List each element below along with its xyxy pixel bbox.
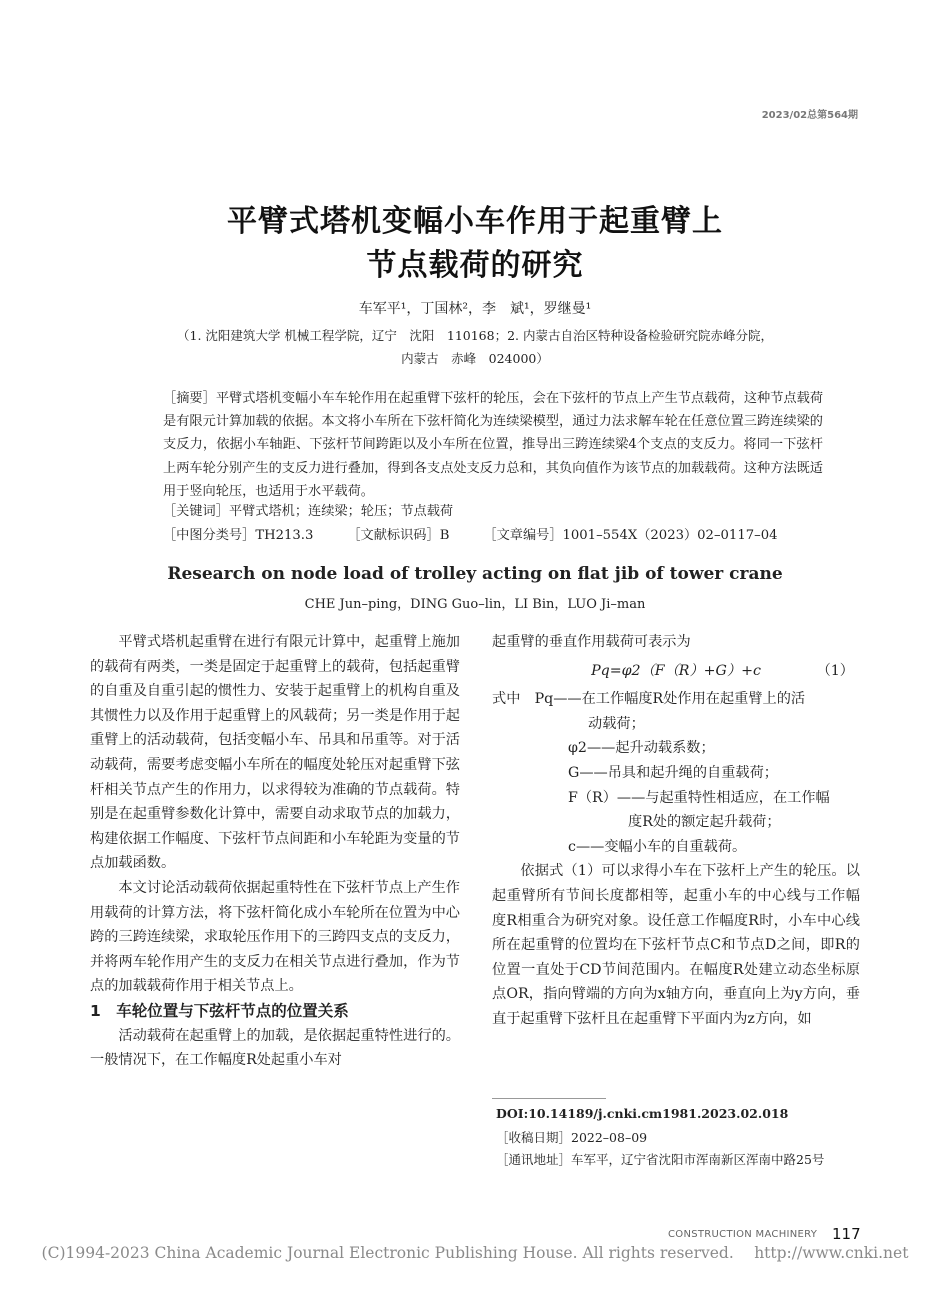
- title-line-1: 平臂式塔机变幅小车作用于起重臂上: [227, 204, 723, 239]
- right-paragraph-continued: 起重臂的垂直作用载荷可表示为: [492, 634, 691, 650]
- page-number: 117: [832, 1225, 861, 1243]
- affiliation: [130, 324, 820, 370]
- keywords: [163, 500, 453, 519]
- definition-3: G——吊具和起升绳的自重载荷；: [568, 764, 778, 781]
- journal-name: CONSTRUCTION MACHINERY: [668, 1229, 818, 1240]
- received-date: ［收稿日期］2022–08–09: [496, 1130, 648, 1145]
- english-authors: CHE Jun–ping，DING Guo–lin，LI Bin，LUO Ji–man: [304, 597, 646, 612]
- copyright-watermark: (C)1994-2023 China Academic Journal Electronic Publishing House. All rights reserved. http://www.cnki.net: [41, 1244, 909, 1262]
- issue-label: 2023/02总第564期: [761, 110, 858, 121]
- abstract-label: ［摘要］: [163, 391, 216, 406]
- right-paragraph-1: 依据式（1）可以求得小车在下弦杆上产生的轮压。以起重臂所有节间长度都相等，起重小车的中心线与工作幅度R相重合为研究对象。设任意工作幅度R时，小车中心线所在起重臂的位置均在下弦杆节点C和节点D之间，即R的位置一直处于CD节间范围内。在幅度R处建立动态坐标原点OR，指向臂端的方向为x轴方向，垂直向上为y方向，垂直于起重臂下弦杆且在起重臂下平面内为z方向，如: [492, 863, 860, 1027]
- equation-1: [492, 659, 860, 684]
- definition-5: c——变幅小车的自重载荷。: [568, 838, 747, 855]
- definition-1: [492, 687, 860, 712]
- abstract-text: 平臂式塔机变幅小车车轮作用在起重臂下弦杆的轮压，会在下弦杆的节点上产生节点载荷，这种节点载荷是有限元计算加载的依据。本文将小车所在下弦杆简化为连续梁模型，通过力法求解车轮在任意位置三跨连续梁的支反力，依据小车轴距、下弦杆节间跨距以及小车所在位置，推导出三跨连续梁4个支点的支反力。将同一下弦杆上两车轮分别产生的支反力进行叠加，得到各支点处支反力总和，其负向值作为该节点的加载载荷。这种方法既适用于竖向轮压，也适用于水平载荷。: [163, 391, 824, 499]
- definition-1-text: Pq——在工作幅度R处作用在起重臂上的活: [534, 691, 806, 708]
- section-1-paragraph: 活动载荷在起重臂上的加载，是依据起重特性进行的。一般情况下，在工作幅度R处起重小车对: [90, 1027, 460, 1069]
- clc-value: TH213.3: [255, 528, 314, 543]
- definition-2: φ2——起升动载系数；: [568, 740, 715, 757]
- abstract: [163, 387, 823, 503]
- section-heading-1: 1 车轮位置与下弦杆节点的位置关系: [90, 1001, 349, 1020]
- keywords-text: 平臂式塔机；连续梁；轮压；节点载荷: [228, 504, 454, 519]
- definition-4-cont: 度R处的额定起升载荷；: [628, 814, 781, 831]
- authors: 车军平¹，丁国林²，李 斌¹，罗继曼¹: [358, 301, 592, 317]
- classification: [163, 524, 843, 543]
- english-title: Research on node load of trolley acting on flat jib of tower crane: [167, 564, 783, 584]
- definition-intro: 式中: [492, 691, 521, 708]
- article-label: ［文章编号］: [483, 528, 563, 543]
- equation-text: Pq=φ2（F（R）+G）+c: [591, 662, 761, 679]
- affiliation-line-1: （1. 沈阳建筑大学 机械工程学院，辽宁 沈阳 110168；2. 内蒙古自治区特种设备检验研究院赤峰分院，: [177, 328, 773, 343]
- footnote-divider: [492, 1098, 606, 1099]
- correspondence-address: ［通讯地址］车军平，辽宁省沈阳市浑南新区浑南中路25号: [496, 1152, 825, 1167]
- doc-label: ［文献标识码］: [347, 528, 440, 543]
- intro-paragraph-2: 本文讨论活动载荷依据起重特性在下弦杆节点上产生作用载荷的计算方法，将下弦杆简化成小车轮所在位置为中心跨的三跨连续梁，求取轮压作用下的三跨四支点的支反力，并将两车轮作用产生的支反力在相关节点进行叠加，作为节点的加载载荷作用于相关节点上。: [90, 879, 460, 995]
- doi: DOI:10.14189/j.cnki.cm1981.2023.02.018: [496, 1106, 789, 1121]
- keywords-label: ［关键词］: [163, 504, 229, 519]
- clc-label: ［中图分类号］: [163, 528, 256, 543]
- definition-1-cont: 动载荷；: [588, 715, 645, 732]
- intro-paragraph-1: 平臂式塔机起重臂在进行有限元计算中，起重臂上施加的载荷有两类，一类是固定于起重臂上的载荷，包括起重臂的自重及自重引起的惯性力、安装于起重臂上的机构自重及其惯性力以及作用于起重臂上的风载荷；另一类是作用于起重臂上的活动载荷，包括变幅小车、吊具和吊重等。对于活动载荷，需要考虑变幅小车所在的幅度处轮压对起重臂下弦杆相关节点产生的作用力，以求得较为准确的节点载荷。特别是在起重臂参数化计算中，需要自动求取节点的加载力，构建依据工作幅度、下弦杆节点间距和小车轮距为变量的节点加载函数。: [90, 634, 460, 872]
- affiliation-line-2: 内蒙古 赤峰 024000）: [401, 351, 549, 366]
- doc-value: B: [439, 528, 450, 543]
- equation-number: （1）: [816, 662, 854, 679]
- definition-4: F（R）——与起重特性相适应，在工作幅: [568, 789, 830, 806]
- title-line-2: 节点载荷的研究: [366, 248, 584, 283]
- right-column: [492, 630, 860, 1032]
- article-value: 1001–554X（2023）02–0117–04: [562, 528, 778, 543]
- left-column: [90, 630, 460, 1073]
